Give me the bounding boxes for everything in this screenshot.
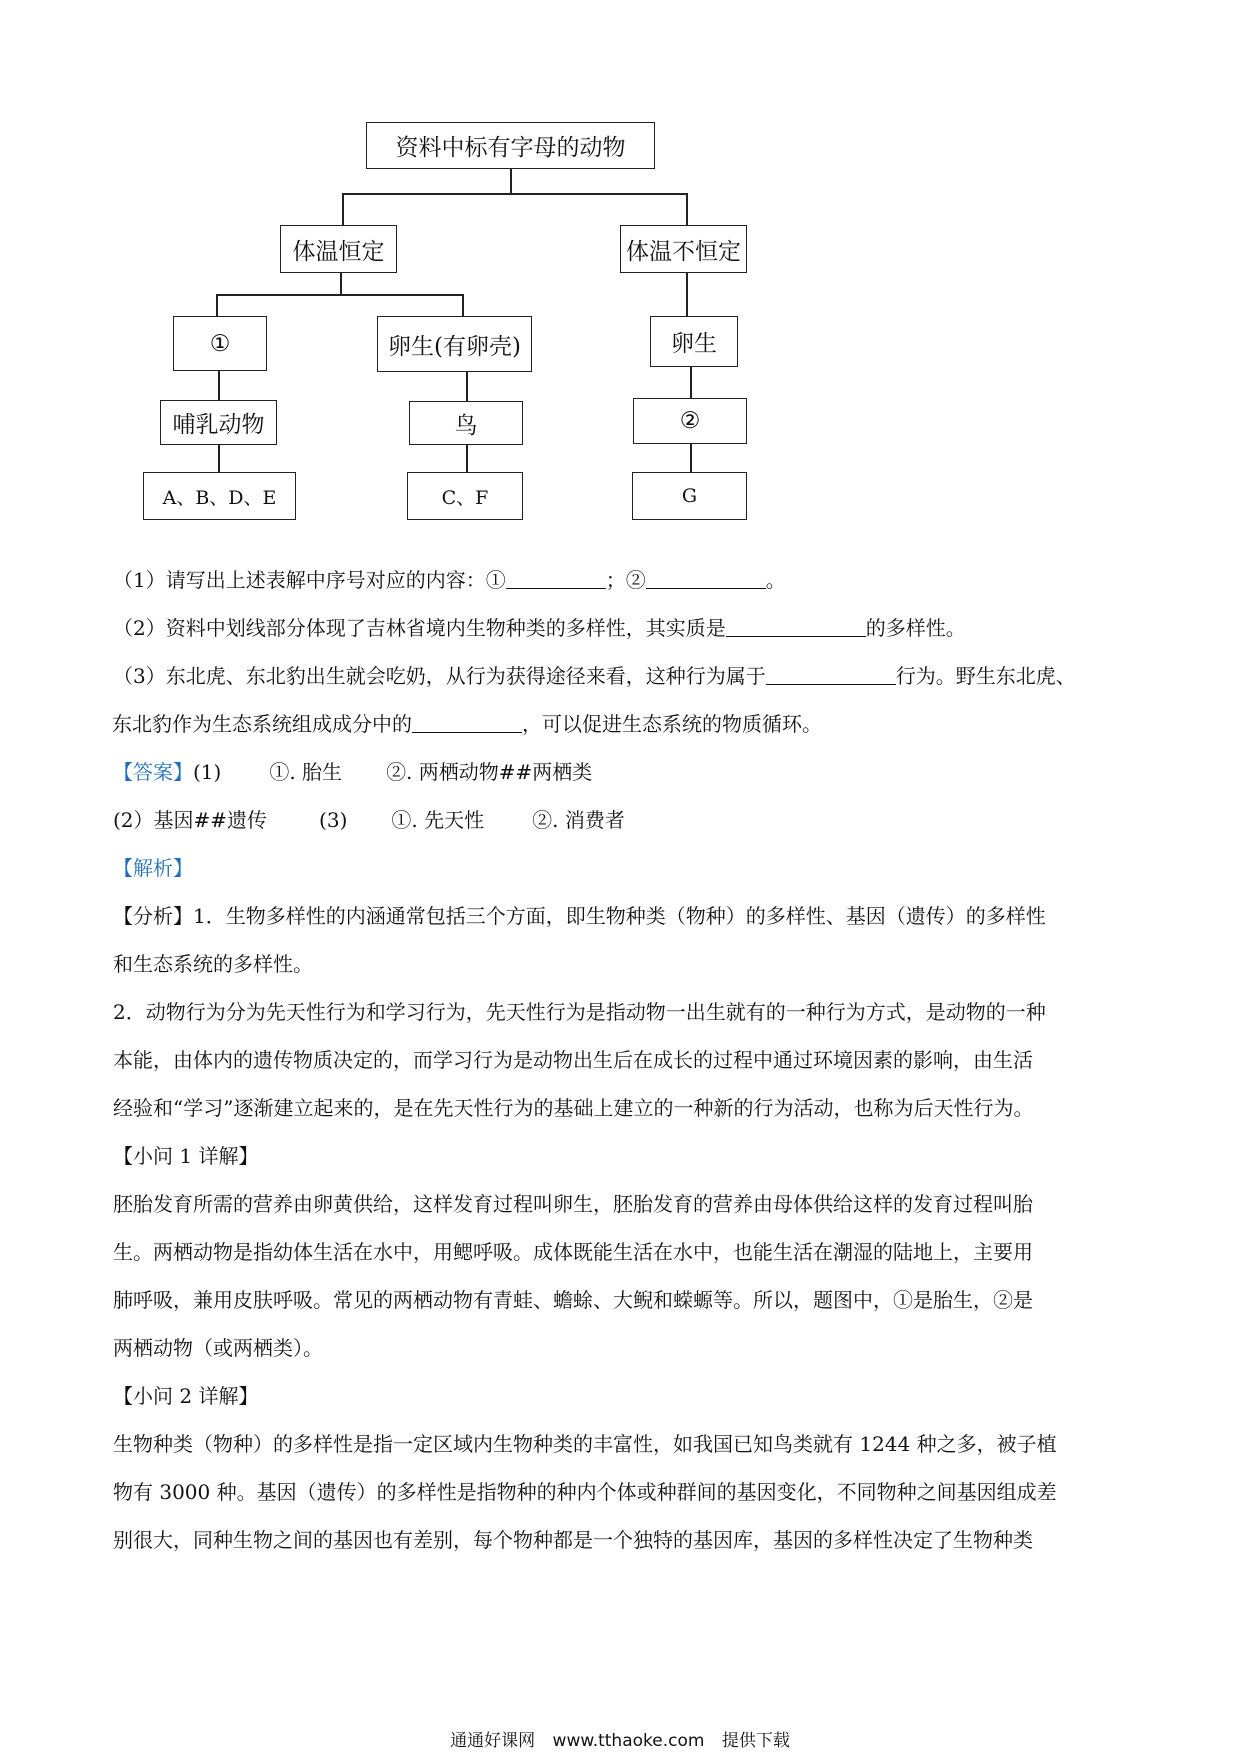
mammal-box: 哺乳动物 [160, 400, 277, 445]
analysis-line: 经验和“学习”逐渐建立起来的，是在先天性行为的基础上建立的一种新的行为活动，也称为后天性行为。 [113, 1096, 1034, 1120]
analysis-line: 物有 3000 种。基因（遗传）的多样性是指物种的种内个体或种群间的基因变化，不同物种之间基因组成差 [113, 1480, 1057, 1504]
connector [510, 168, 512, 194]
analysis-line: 本能，由体内的遗传物质决定的，而学习行为是动物出生后在成长的过程中通过环境因素的影响，由生活 [113, 1048, 1033, 1072]
document-body [113, 556, 1133, 1564]
answer-item: ②. 两栖动物##两栖类 [386, 760, 593, 784]
group-mammal-box: A、B、D、E [143, 472, 296, 520]
connector [686, 193, 688, 225]
connector [216, 294, 218, 316]
analysis-line: 【分析】1．生物多样性的内涵通常包括三个方面，即生物种类（物种）的多样性、基因（遗传）的多样性 [113, 904, 1046, 928]
analysis-heading [113, 844, 1133, 892]
analysis-line: 和生态系统的多样性。 [113, 952, 313, 976]
answer-blank [766, 662, 896, 685]
answer-tag: 【答案】 [113, 760, 193, 784]
question-2 [113, 604, 1133, 652]
question-1-text: ；② [605, 568, 646, 592]
footer-site-name: 通通好课网 [450, 1731, 536, 1751]
footer-note: 提供下载 [721, 1731, 790, 1751]
analysis-line: 生。两栖动物是指幼体生活在水中，用鳃呼吸。成体既能生活在水中，也能生活在潮湿的陆地上，主要用 [113, 1240, 1033, 1264]
connector [342, 193, 344, 225]
answer-blank [646, 566, 766, 589]
question-3-continued [113, 700, 1133, 748]
bird-box: 鸟 [409, 401, 523, 445]
blank-1-box: ① [173, 316, 267, 371]
blank-2-box: ② [633, 398, 747, 444]
question-1-text: （1）请写出上述表解中序号对应的内容：① [113, 568, 506, 592]
question-3 [113, 652, 1133, 700]
connector [218, 444, 220, 472]
section-heading: 【小问 2 详解】 [113, 1384, 259, 1408]
group-other-box: G [632, 472, 747, 520]
question-3-text: 东北豹作为生态系统组成成分中的 [112, 712, 412, 736]
page-footer [0, 1726, 1240, 1751]
diagram-root-box: 资料中标有字母的动物 [366, 122, 655, 169]
connector [342, 193, 687, 195]
question-2-text: （2）资料中划线部分体现了吉林省境内生物种类的多样性，其实质是 [113, 616, 726, 640]
analysis-line: 2．动物行为分为先天性行为和学习行为，先天性行为是指动物一出生就有的一种行为方式，是动物的一种 [113, 1000, 1046, 1024]
answer-number: (3) [319, 808, 348, 832]
cold-blooded-box: 体温不恒定 [620, 225, 747, 273]
connector [466, 444, 468, 472]
analysis-line: 胚胎发育所需的营养由卵黄供给，这样发育过程叫卵生，胚胎发育的营养由母体供给这样的发育过程叫胎 [113, 1192, 1033, 1216]
answer-item: (2）基因##遗传 [113, 808, 268, 832]
question-1 [113, 556, 1133, 604]
warm-blooded-box: 体温恒定 [280, 225, 397, 273]
connector [686, 272, 688, 316]
oviparous-box: 卵生 [650, 316, 738, 367]
answer-blank [726, 614, 866, 637]
analysis-line: 生物种类（物种）的多样性是指一定区域内生物种类的丰富性，如我国已知鸟类就有 1244 种之多，被子植 [113, 1432, 1057, 1456]
oviparous-shell-box: 卵生(有卵壳) [377, 316, 532, 372]
connector [462, 294, 464, 316]
connector [216, 294, 463, 296]
section-heading: 【小问 1 详解】 [113, 1144, 259, 1168]
answer-item: ①. 先天性 [391, 808, 485, 832]
answer-line-2 [113, 796, 1133, 844]
answer-blank [412, 710, 522, 733]
connector [690, 366, 692, 398]
answer-blank [506, 566, 606, 589]
analysis-line: 别很大，同种生物之间的基因也有差别，每个物种都是一个独特的基因库，基因的多样性决定了生物种类 [113, 1528, 1033, 1552]
answer-item: ①. 胎生 [269, 760, 343, 784]
answer-item: ②. 消费者 [532, 808, 625, 832]
analysis-tag: 【解析】 [113, 856, 193, 880]
question-2-text: 的多样性。 [865, 616, 966, 640]
question-3-text: （3）东北虎、东北豹出生就会吃奶，从行为获得途径来看，这种行为属于 [113, 664, 766, 688]
question-1-text: 。 [765, 568, 786, 592]
analysis-line: 两栖动物（或两栖类）。 [113, 1336, 323, 1360]
connector [690, 444, 692, 472]
analysis-line: 肺呼吸，兼用皮肤呼吸。常见的两栖动物有青蛙、蟾蜍、大鲵和蝾螈等。所以，题图中，①是胎生，②是 [113, 1288, 1033, 1312]
question-3-text: 行为。野生东北虎、 [895, 664, 1076, 688]
answer-line-1 [113, 748, 1133, 796]
connector [340, 272, 342, 294]
connector [466, 371, 468, 401]
connector [218, 370, 220, 400]
answer-number: (1) [193, 760, 222, 784]
question-3-text: ，可以促进生态系统的物质循环。 [522, 712, 822, 736]
group-bird-box: C、F [407, 472, 523, 520]
footer-url[interactable]: www.tthaoke.com [552, 1731, 705, 1751]
